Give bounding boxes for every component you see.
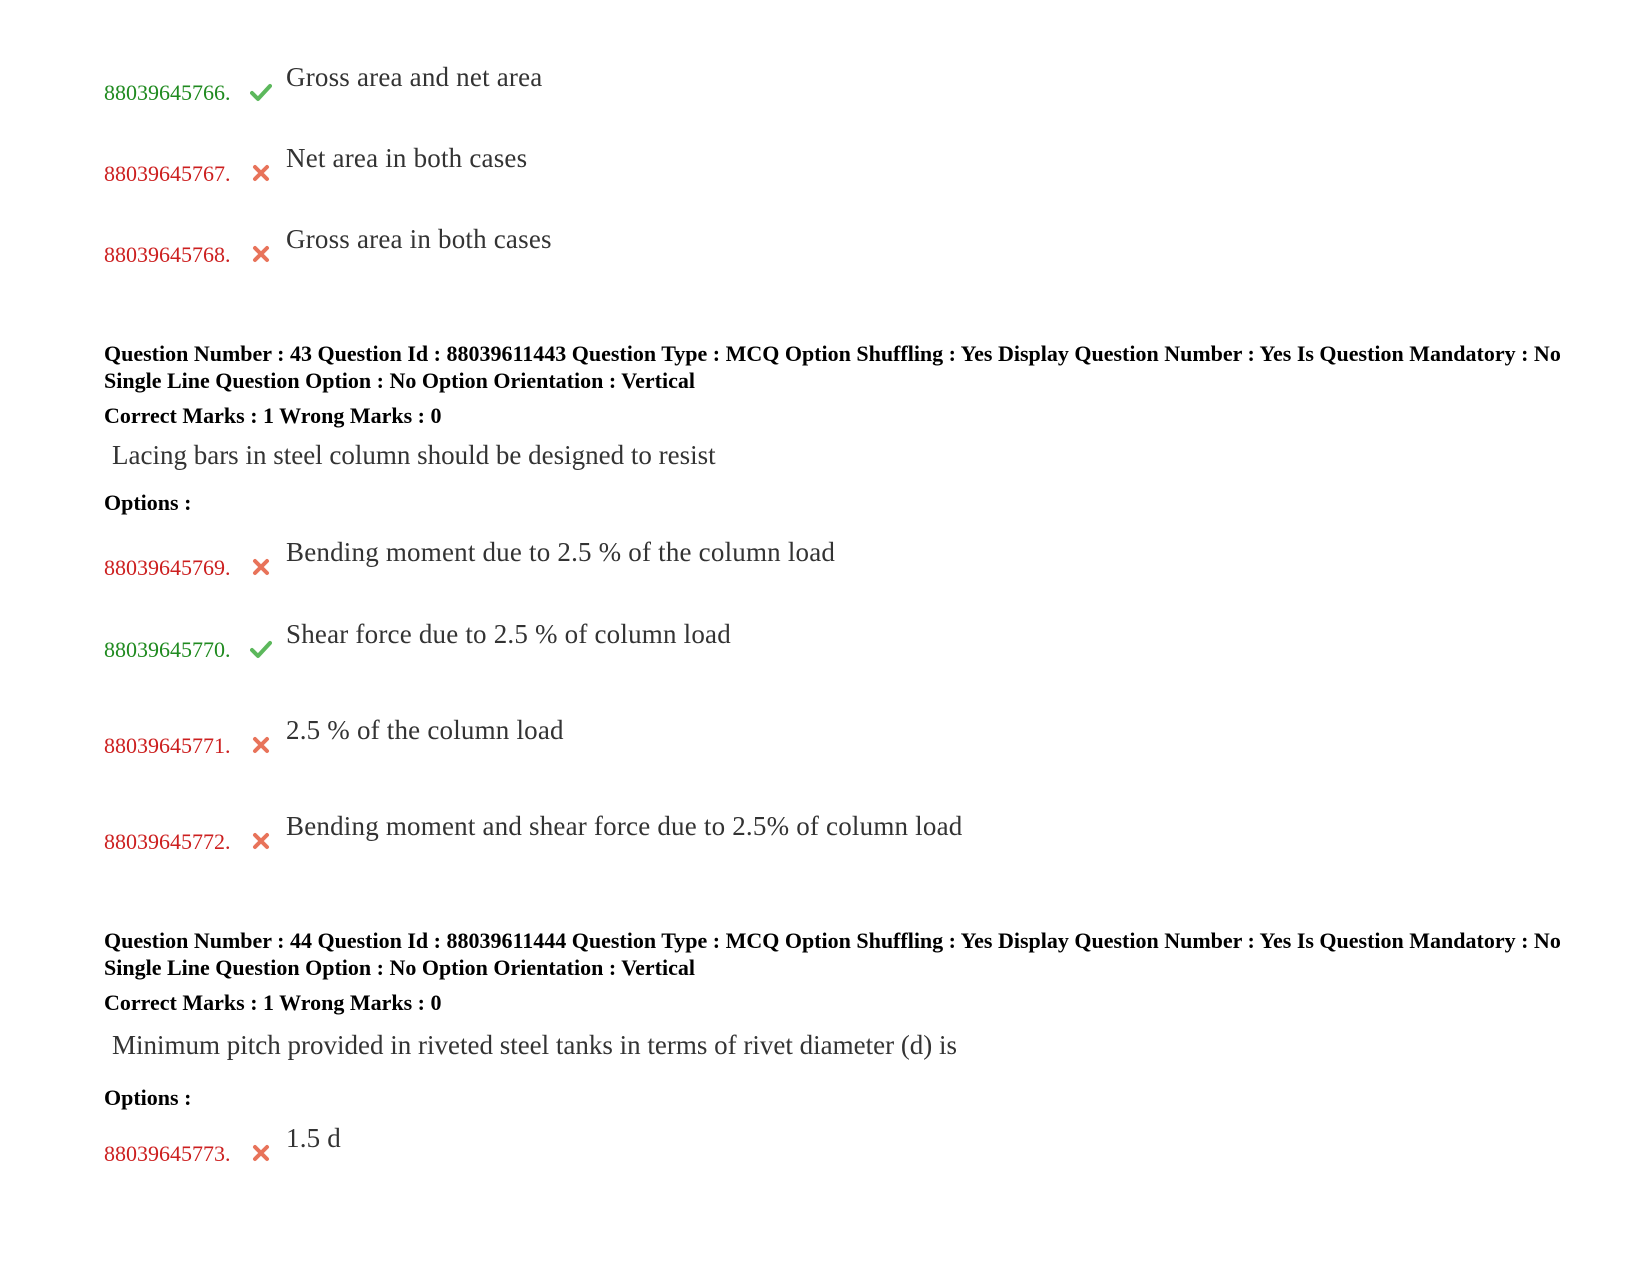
- option-row: [104, 62, 543, 105]
- option-id: 88039645769.: [104, 555, 231, 580]
- option-text: Gross area in both cases: [286, 224, 552, 254]
- checkmark-icon: [250, 638, 272, 660]
- question-meta: Question Number : 44 Question Id : 88039611444 Question Type : MCQ Option Shuffling : Yes Display Question Number : Yes Is Question Mandatory : No Single Line Question Option : No Option Orientation : Vertical: [104, 928, 1561, 980]
- option-text: 1.5 d: [286, 1123, 341, 1153]
- option-id: 88039645766.: [104, 80, 231, 105]
- question-meta: Question Number : 43 Question Id : 88039611443 Question Type : MCQ Option Shuffling : Yes Display Question Number : Yes Is Question Mandatory : No Single Line Question Option : No Option Orientation : Vertical: [104, 341, 1561, 393]
- option-text: Net area in both cases: [286, 143, 528, 173]
- option-row: [104, 619, 731, 662]
- option-row: [104, 1123, 341, 1166]
- cross-icon: [250, 556, 272, 578]
- option-row: [104, 537, 836, 580]
- option-id: 88039645771.: [104, 733, 231, 758]
- cross-icon: [250, 162, 272, 184]
- cross-icon: [250, 243, 272, 265]
- options-label: Options :: [104, 1085, 192, 1110]
- option-row: [104, 143, 528, 186]
- checkmark-icon: [250, 81, 272, 103]
- cross-icon: [250, 1142, 272, 1164]
- question-marks: Correct Marks : 1 Wrong Marks : 0: [104, 403, 442, 428]
- option-id: 88039645770.: [104, 637, 231, 662]
- option-row: [104, 715, 564, 758]
- option-text: Gross area and net area: [286, 62, 543, 92]
- option-id: 88039645773.: [104, 1141, 231, 1166]
- question-text: Lacing bars in steel column should be designed to resist: [112, 440, 716, 470]
- options-label: Options :: [104, 490, 192, 515]
- option-id: 88039645768.: [104, 242, 231, 267]
- option-id: 88039645767.: [104, 161, 231, 186]
- option-text: Shear force due to 2.5 % of column load: [286, 619, 731, 649]
- option-text: Bending moment due to 2.5 % of the column load: [286, 537, 836, 567]
- cross-icon: [250, 734, 272, 756]
- option-text: Bending moment and shear force due to 2.5% of column load: [286, 811, 963, 841]
- option-row: [104, 811, 963, 854]
- question-marks: Correct Marks : 1 Wrong Marks : 0: [104, 990, 442, 1015]
- cross-icon: [250, 830, 272, 852]
- option-row: [104, 224, 552, 267]
- question-text: Minimum pitch provided in riveted steel tanks in terms of rivet diameter (d) is: [112, 1030, 958, 1060]
- option-text: 2.5 % of the column load: [286, 715, 564, 745]
- option-id: 88039645772.: [104, 829, 231, 854]
